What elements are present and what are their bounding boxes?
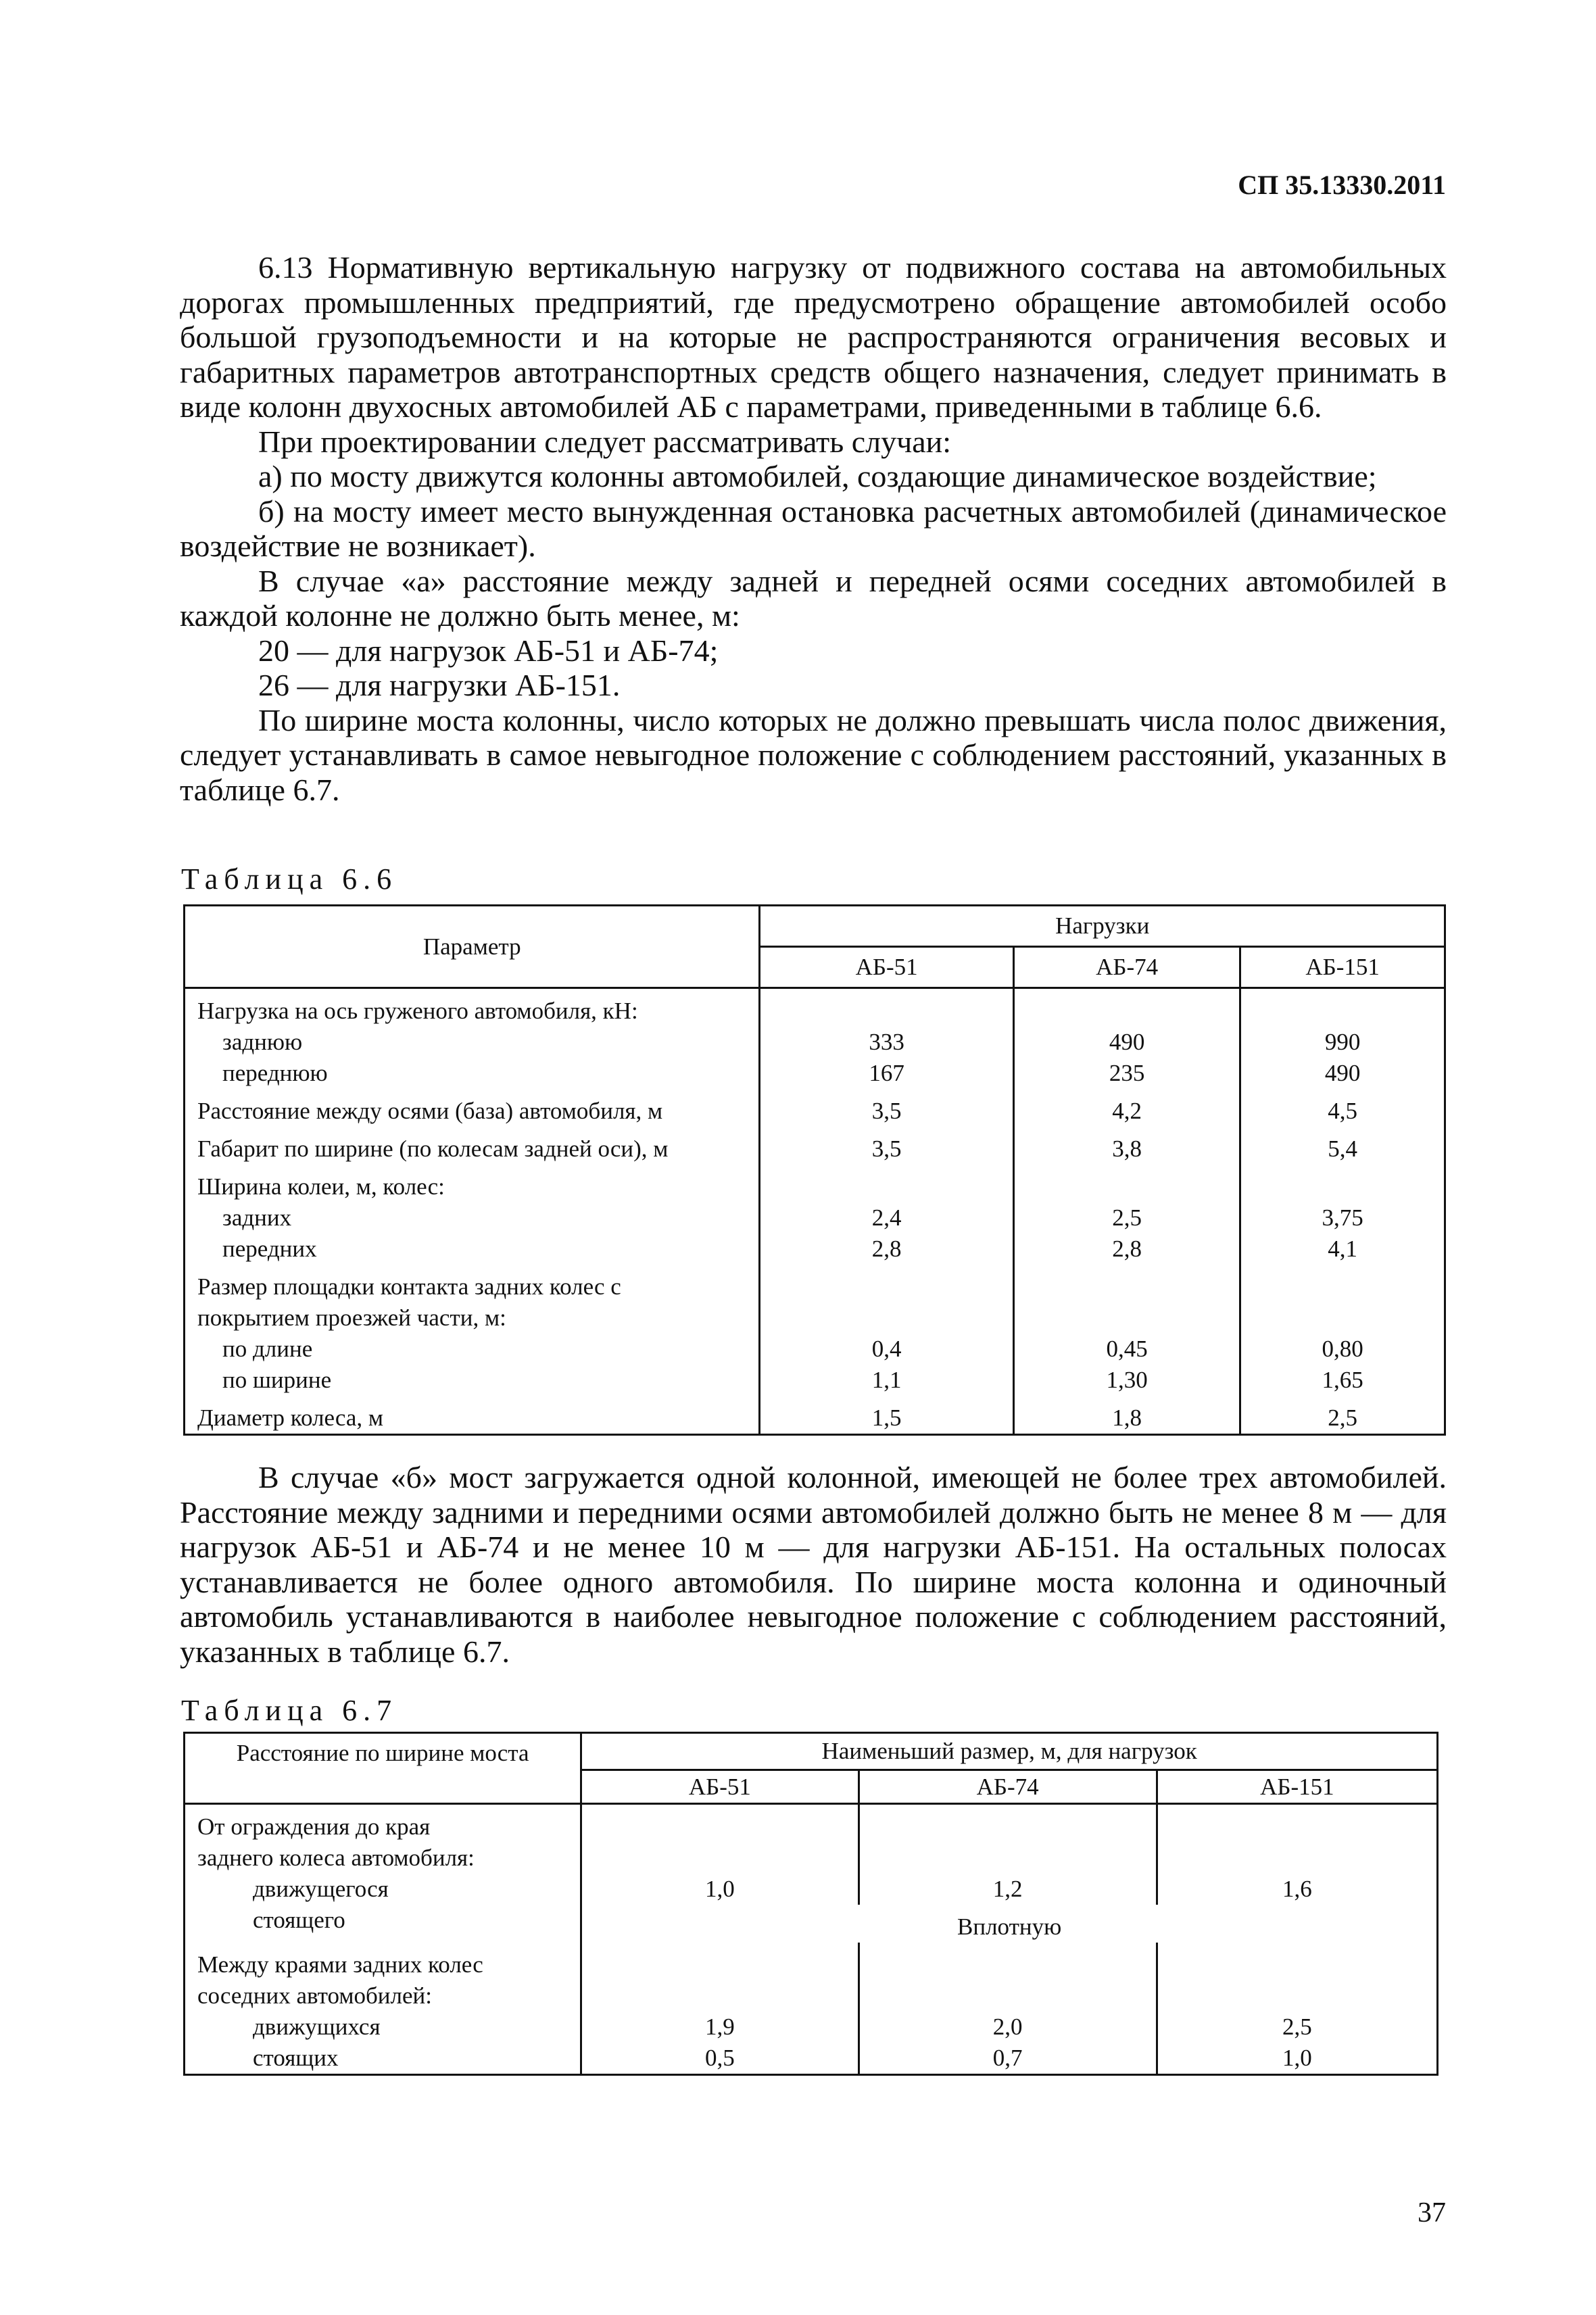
header-loads: Нагрузки [760, 906, 1445, 947]
row-value: 490 [1240, 1058, 1445, 1089]
row-value: 5,4 [1240, 1134, 1445, 1165]
row-value: 333 [760, 1027, 1013, 1058]
row-value: 3,5 [760, 1134, 1013, 1165]
row-spacer [1240, 988, 1445, 996]
paragraph: В случае «а» расстояние между задней и передней осями соседних автомобилей в каждой колонне не должно быть менее, м: [180, 563, 1447, 633]
text-block-1 [180, 250, 1447, 807]
header-min-size: Наименьший размер, м, для нагрузок [581, 1733, 1438, 1770]
row-spacer [185, 1943, 581, 1949]
paragraph: 26 — для нагрузки АБ-151. [258, 668, 621, 702]
row-label: заднюю [185, 1027, 760, 1058]
table-row [185, 1202, 1445, 1234]
row-value [1240, 1171, 1445, 1202]
row-value: 1,9 [581, 2012, 859, 2043]
row-spacer [185, 1804, 581, 1812]
table-row [185, 1403, 1445, 1435]
paragraph: 6.13 Нормативную вертикальную нагрузку от подвижного состава на автомобильных дорогах промышленных предприятий, где предусмотрено обращение автомобилей особо большой грузоподъемности и на которые не распространяются ограничения весовых и габаритных параметров автотранспортных средств общего назначения, следует принимать в виде колонн двухосных автомобилей АБ с параметрами, приведенными в таблице 6.6. [180, 250, 1447, 424]
row-value: 1,8 [1013, 1403, 1240, 1435]
row-value [760, 1171, 1013, 1202]
row-value: 235 [1013, 1058, 1240, 1089]
row-spacer [859, 1943, 1157, 1949]
row-value [1240, 1302, 1445, 1334]
table-row [185, 1271, 1445, 1302]
row-label: переднюю [185, 1058, 760, 1089]
row-value: 4,2 [1013, 1096, 1240, 1127]
row-value: 4,1 [1240, 1234, 1445, 1265]
row-label: Диаметр колеса, м [185, 1403, 760, 1435]
row-value: 0,5 [581, 2043, 859, 2075]
table-row [185, 1058, 1445, 1089]
table-row [185, 1302, 1445, 1334]
row-value [581, 1949, 859, 1980]
table-row [185, 1171, 1445, 1202]
row-label: движущихся [185, 2012, 581, 2043]
row-value [859, 1949, 1157, 1980]
table-row [185, 2043, 1438, 2075]
table-6-6 [183, 904, 1446, 1436]
row-value: 2,5 [1157, 2012, 1437, 2043]
row-value: 1,30 [1013, 1365, 1240, 1396]
row-spacer [185, 1265, 760, 1271]
row-value: 990 [1240, 1027, 1445, 1058]
row-value: 3,8 [1013, 1134, 1240, 1165]
row-spacer [760, 988, 1013, 996]
paragraph: 20 — для нагрузок АБ-51 и АБ-74; [258, 633, 719, 668]
row-spacer [185, 988, 760, 996]
table-row [185, 1134, 1445, 1165]
row-spacer [760, 1127, 1013, 1134]
paragraph: При проектировании следует рассматривать случаи: [258, 424, 952, 459]
row-label: движущегося [185, 1874, 581, 1905]
row-value [1240, 996, 1445, 1027]
row-value: 2,5 [1240, 1403, 1445, 1435]
row-label: стоящего [185, 1905, 581, 1943]
row-value: 1,0 [581, 1874, 859, 1905]
table-row [185, 1234, 1445, 1265]
row-label: задних [185, 1202, 760, 1234]
row-spacer [1157, 1943, 1437, 1949]
row-spacer [185, 1127, 760, 1134]
row-label: по ширине [185, 1365, 760, 1396]
row-value [1240, 1271, 1445, 1302]
row-value [1157, 1980, 1437, 2012]
row-label: Расстояние между осями (база) автомобиля, м [185, 1096, 760, 1127]
row-value [760, 1302, 1013, 1334]
row-spacer [1013, 1089, 1240, 1096]
row-spacer [760, 1265, 1013, 1271]
row-value: 0,7 [859, 2043, 1157, 2075]
text-block-2 [180, 1460, 1447, 1669]
table-6-7-label: Таблица 6.7 [181, 1694, 398, 1727]
row-value: 2,8 [1013, 1234, 1240, 1265]
row-spacer [1240, 1396, 1445, 1403]
row-value: 1,0 [1157, 2043, 1437, 2075]
row-label: стоящих [185, 2043, 581, 2075]
row-value: 2,0 [859, 2012, 1157, 2043]
row-value: 0,4 [760, 1334, 1013, 1365]
header-distance: Расстояние по ширине моста [185, 1733, 581, 1804]
page-number: 37 [1418, 2197, 1446, 2228]
row-value: 1,2 [859, 1874, 1157, 1905]
row-spacer [581, 1804, 859, 1812]
row-value [859, 1843, 1157, 1874]
row-label: передних [185, 1234, 760, 1265]
row-spacer [1013, 1265, 1240, 1271]
row-spacer [1013, 1165, 1240, 1171]
row-spacer [859, 1804, 1157, 1812]
row-label: покрытием проезжей части, м: [185, 1302, 760, 1334]
row-value [581, 1811, 859, 1843]
table-row [185, 1843, 1438, 1874]
row-label: Нагрузка на ось груженого автомобиля, кН: [185, 996, 760, 1027]
row-value: 2,4 [760, 1202, 1013, 1234]
row-value: 490 [1013, 1027, 1240, 1058]
row-value: 167 [760, 1058, 1013, 1089]
row-value: 1,1 [760, 1365, 1013, 1396]
table-row [185, 1811, 1438, 1843]
row-spacer [1240, 1127, 1445, 1134]
row-value [859, 1811, 1157, 1843]
row-spacer [581, 1943, 859, 1949]
row-spacer [760, 1396, 1013, 1403]
row-value [1157, 1811, 1437, 1843]
row-value [1013, 1302, 1240, 1334]
row-value: 1,6 [1157, 1874, 1437, 1905]
table-row [185, 1874, 1438, 1905]
row-value [581, 1843, 859, 1874]
row-value [760, 996, 1013, 1027]
row-value [1013, 1271, 1240, 1302]
row-spacer [185, 1165, 760, 1171]
header-col: АБ-74 [859, 1770, 1157, 1804]
row-value: 2,5 [1013, 1202, 1240, 1234]
table-row [185, 1334, 1445, 1365]
row-value [1013, 1171, 1240, 1202]
row-spacer [1240, 1265, 1445, 1271]
row-label: Габарит по ширине (по колесам задней оси), м [185, 1134, 760, 1165]
row-value [859, 1980, 1157, 2012]
row-label: Размер площадки контакта задних колес с [185, 1271, 760, 1302]
header-col: АБ-51 [581, 1770, 859, 1804]
row-spacer [185, 1089, 760, 1096]
header-col: АБ-74 [1013, 947, 1240, 988]
row-spacer [1240, 1089, 1445, 1096]
row-value: 2,8 [760, 1234, 1013, 1265]
row-value: 0,80 [1240, 1334, 1445, 1365]
row-value [1013, 996, 1240, 1027]
paragraph: б) на мосту имеет место вынужденная остановка расчетных автомобилей (динамическое воздействие не возникает). [180, 493, 1447, 563]
row-value [760, 1271, 1013, 1302]
table-row [185, 1365, 1445, 1396]
row-value: 4,5 [1240, 1096, 1445, 1127]
table-row [185, 1980, 1438, 2012]
row-spacer [760, 1165, 1013, 1171]
paragraph: По ширине моста колонны, число которых не должно превышать числа полос движения, следует устанавливать в самое невыгодное положение с соблюдением расстояний, указанных в таблице 6.7. [180, 702, 1447, 807]
row-spacer [1013, 988, 1240, 996]
row-label: Ширина колеи, м, колес: [185, 1171, 760, 1202]
table-row [185, 2012, 1438, 2043]
table-row [185, 1949, 1438, 1980]
table-6-7 [183, 1732, 1438, 2076]
row-value [1157, 1949, 1437, 1980]
row-value: 0,45 [1013, 1334, 1240, 1365]
row-label: по длине [185, 1334, 760, 1365]
row-value: 1,5 [760, 1403, 1013, 1435]
table-row [185, 1027, 1445, 1058]
paragraph: а) по мосту движутся колонны автомобилей, создающие динамическое воздействие; [258, 459, 1377, 493]
table-row [185, 1096, 1445, 1127]
table-row [185, 1905, 1438, 1943]
header-col: АБ-151 [1240, 947, 1445, 988]
row-value: 3,5 [760, 1096, 1013, 1127]
row-label: От ограждения до края [185, 1811, 581, 1843]
header-col: АБ-51 [760, 947, 1013, 988]
row-label: соседних автомобилей: [185, 1980, 581, 2012]
row-span-value: Вплотную [581, 1905, 1438, 1943]
row-spacer [1013, 1127, 1240, 1134]
row-spacer [1013, 1396, 1240, 1403]
row-value [581, 1980, 859, 2012]
row-value [1157, 1843, 1437, 1874]
header-parameter: Параметр [185, 906, 760, 988]
row-spacer [185, 1396, 760, 1403]
header-col: АБ-151 [1157, 1770, 1437, 1804]
row-spacer [1157, 1804, 1437, 1812]
row-value: 1,65 [1240, 1365, 1445, 1396]
table-6-6-label: Таблица 6.6 [181, 862, 398, 896]
document-code-header: СП 35.13330.2011 [1238, 170, 1446, 200]
row-label: Между краями задних колес [185, 1949, 581, 1980]
row-spacer [1240, 1165, 1445, 1171]
row-spacer [760, 1089, 1013, 1096]
row-value: 3,75 [1240, 1202, 1445, 1234]
paragraph: В случае «б» мост загружается одной колонной, имеющей не более трех автомобилей. Расстояние между задними и передними осями автомобилей должно быть не менее 8 м — для нагрузок АБ-51 и АБ-74 и не менее 10 м — для нагрузки АБ-151. На остальных полосах устанавливается не более одного автомобиля. По ширине моста колонна и одиночный автомобиль устанавливаются в наиболее невыгодное положение с соблюдением расстояний, указанных в таблице 6.7. [180, 1460, 1447, 1669]
row-label: заднего колеса автомобиля: [185, 1843, 581, 1874]
table-row [185, 996, 1445, 1027]
